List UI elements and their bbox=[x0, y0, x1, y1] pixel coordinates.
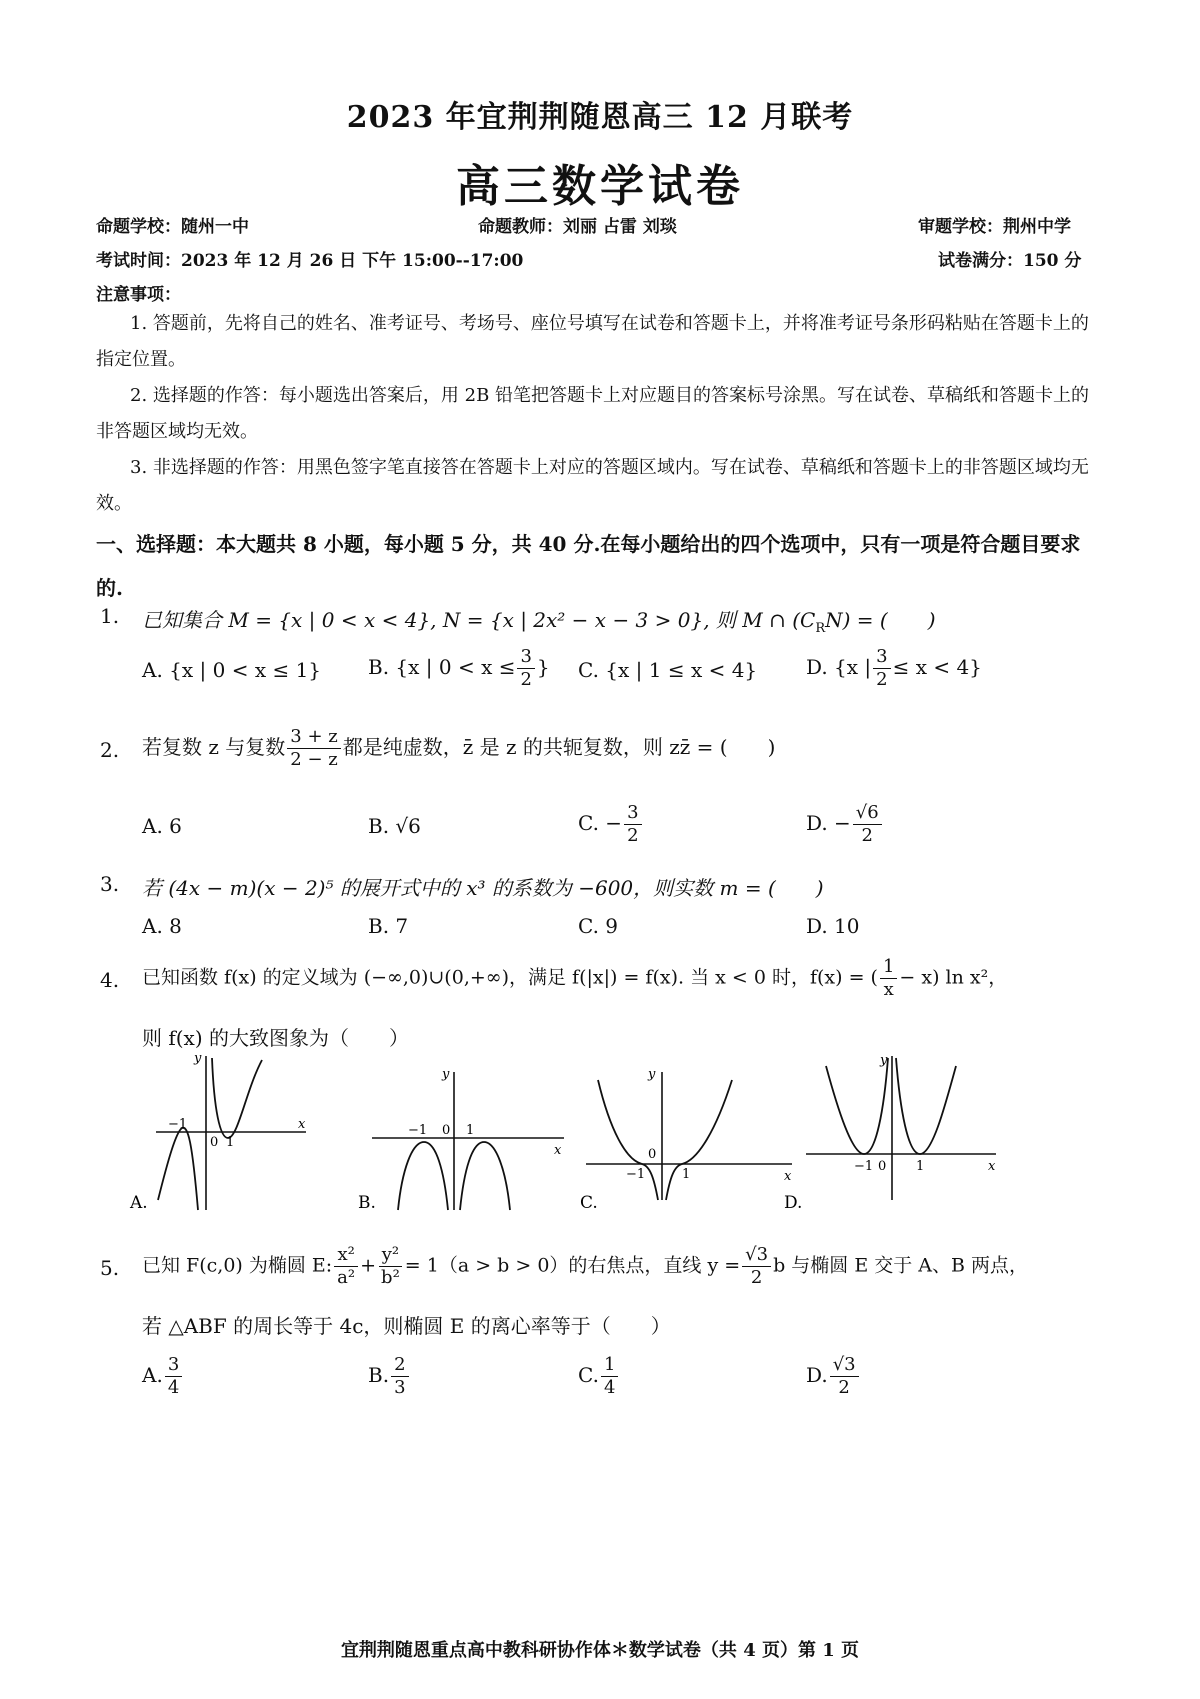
q1-number: 1. bbox=[100, 604, 120, 628]
q5-option-d: D. $\frac{√3}{2}$ bbox=[806, 1354, 861, 1399]
proposing-teachers: 命题教师：刘丽 占雷 刘琰 bbox=[478, 217, 677, 237]
tick-label: 1 bbox=[466, 1123, 475, 1138]
q5-option-b: B. $\frac{2}{3}$ bbox=[368, 1354, 411, 1399]
q5-stem-line2: 若 △ABF 的周长等于 4c，则椭圆 E 的离心率等于（ ） bbox=[142, 1314, 671, 1338]
q5-stem: 已知 F(c,0) 为椭圆 E: $\frac{\text{x²}}{\text{a²}}$ + $\frac{\text{y²}}{\text{b²}}$ = 1（a > b > 0）的右焦点，直线 y = $\frac{√3}{2}$ b 与椭圆 E 交于 A、B 两点， bbox=[142, 1244, 1028, 1288]
tick-label: 0 bbox=[878, 1159, 887, 1174]
note-item-1: 1. 答题前，先将自己的姓名、准考证号、考场号、座位号填写在试卷和答题卡上，并将准考证号条形码粘贴在答题卡上的指定位置。 bbox=[96, 313, 1089, 370]
y-axis-label: y bbox=[880, 1053, 888, 1068]
curve-left bbox=[158, 1128, 198, 1210]
q1-option-a: A. {x | 0 < x ≤ 1} bbox=[142, 658, 322, 682]
page-footer: 宜荆荆随恩重点高中教科研协作体＊数学试卷（共 4 页）第 1 页 bbox=[340, 1640, 860, 1661]
q1-option-b: B. {x | 0 < x ≤ $\frac{3}{2}$ } bbox=[368, 646, 550, 690]
curve-left bbox=[598, 1080, 658, 1200]
q1-option-c: C. {x | 1 ≤ x < 4} bbox=[578, 658, 758, 682]
x-axis-label: x bbox=[554, 1143, 562, 1158]
q1-option-d: D. {x | $\frac{3}{2}$ ≤ x < 4} bbox=[806, 646, 982, 690]
q2-option-a: A. 6 bbox=[142, 814, 182, 838]
tick-label: 0 bbox=[648, 1147, 657, 1162]
option-label: C. bbox=[580, 1193, 598, 1213]
exam-time: 考试时间：2023 年 12 月 26 日 下午 15:00--17:00 bbox=[96, 251, 524, 271]
full-score: 试卷满分：150 分 bbox=[938, 251, 1082, 271]
option-label: A. bbox=[130, 1193, 148, 1213]
option-label: D. bbox=[784, 1193, 803, 1213]
q5-number: 5. bbox=[100, 1256, 120, 1280]
exam-subtitle: 高三数学试卷 bbox=[456, 161, 744, 212]
y-axis-label: y bbox=[194, 1051, 202, 1066]
x-axis-label: x bbox=[298, 1117, 306, 1132]
q4-stem: 已知函数 f(x) 的定义域为 (−∞,0)∪(0,+∞)，满足 f(|x|) = f(x). 当 x < 0 时，f(x) = ( $\frac{1}{x}$ − x) ln x²， bbox=[142, 956, 1008, 1000]
tick-label: 1 bbox=[916, 1159, 925, 1174]
q2-option-b: B. √6 bbox=[368, 814, 421, 838]
curve-right bbox=[896, 1058, 956, 1154]
note-item-2: 2. 选择题的作答：每小题选出答案后，用 2B 铅笔把答题卡上对应题目的答案标号涂黑。写在试卷、草稿纸和答题卡上的非答题区域均无效。 bbox=[96, 385, 1090, 442]
q4-graph-c bbox=[580, 1060, 803, 1220]
proposing-school: 命题学校：随州一中 bbox=[96, 217, 249, 237]
curve-right bbox=[666, 1080, 732, 1200]
q4-graph-a bbox=[128, 1050, 318, 1220]
tick-label: 1 bbox=[226, 1135, 235, 1150]
exam-title: 2023 年宜荆荆随恩高三 12 月联考 bbox=[346, 100, 854, 135]
y-axis-label: y bbox=[442, 1067, 450, 1082]
q4-number: 4. bbox=[100, 968, 120, 992]
q3-stem: 若 (4x − m)(x − 2)⁵ 的展开式中的 x³ 的系数为 −600，则实数 m = ( ) bbox=[142, 876, 824, 900]
q3-option-a: A. 8 bbox=[142, 914, 182, 938]
q3-option-b: B. 7 bbox=[368, 914, 409, 938]
reviewing-school: 审题学校：荆州中学 bbox=[918, 217, 1071, 237]
notes-heading: 注意事项： bbox=[96, 285, 181, 305]
q2-option-c: C. − $\frac{3}{2}$ bbox=[578, 802, 644, 847]
q3-option-d: D. 10 bbox=[806, 914, 860, 938]
section-1-heading: 一、选择题：本大题共 8 小题，每小题 5 分，共 40 分.在每小题给出的四个选项中，只有一项是符合题目要求的. bbox=[96, 532, 1081, 600]
curve-right bbox=[212, 1058, 262, 1138]
tick-label: 0 bbox=[442, 1123, 451, 1138]
curve-left bbox=[826, 1058, 888, 1154]
tick-label: 0 bbox=[210, 1135, 219, 1150]
q4-stem-line2: 则 f(x) 的大致图象为（ ） bbox=[142, 1026, 410, 1050]
q4-graph-d bbox=[784, 1050, 1000, 1220]
tick-label: −1 bbox=[408, 1123, 428, 1138]
curve-left bbox=[398, 1142, 448, 1210]
q5-option-c: C. $\frac{1}{4}$ bbox=[578, 1354, 620, 1399]
tick-label: −1 bbox=[854, 1159, 874, 1174]
q4-graph-b bbox=[358, 1050, 568, 1220]
q2-number: 2. bbox=[100, 738, 120, 762]
x-axis-label: x bbox=[988, 1159, 996, 1174]
q2-option-d: D. − $\frac{√6}{2}$ bbox=[806, 802, 884, 847]
option-label: B. bbox=[358, 1193, 376, 1213]
tick-label: −1 bbox=[626, 1167, 646, 1182]
q3-number: 3. bbox=[100, 872, 120, 896]
x-axis-label: x bbox=[784, 1169, 792, 1184]
q3-option-c: C. 9 bbox=[578, 914, 619, 938]
tick-label: −1 bbox=[168, 1117, 188, 1132]
curve-right bbox=[460, 1142, 510, 1210]
q1-stem: 已知集合 M = {x | 0 < x < 4}, N = {x | 2x² − x − 3 > 0}, 则 M ∩ $(C_RN)$ = ( ) bbox=[142, 608, 936, 636]
q5-option-a: A. $\frac{3}{4}$ bbox=[142, 1354, 184, 1399]
y-axis-label: y bbox=[648, 1067, 656, 1082]
tick-label: 1 bbox=[682, 1167, 691, 1182]
note-item-3: 3. 非选择题的作答：用黑色签字笔直接答在答题卡上对应的答题区域内。写在试卷、草稿纸和答题卡上的非答题区域均无效。 bbox=[96, 457, 1089, 514]
q2-stem: 若复数 z 与复数 $\frac{3 + z}{2 - z}$ 都是纯虚数，z̄ 是 z 的共轭复数，则 zz̄ = ( ) bbox=[142, 726, 776, 770]
